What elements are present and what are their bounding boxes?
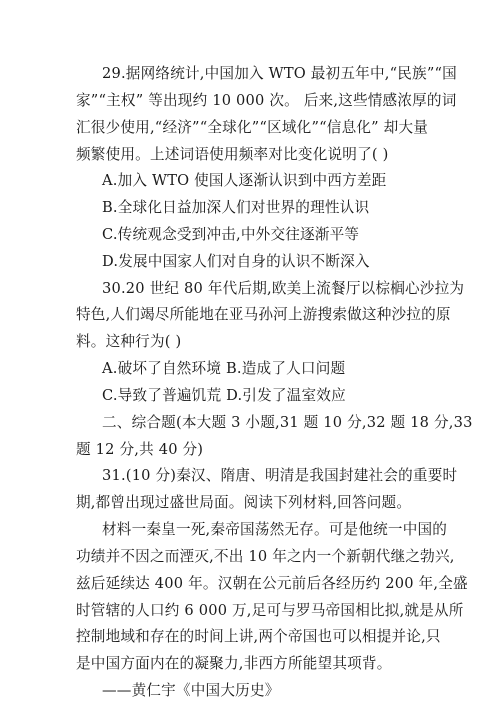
q30-line-1: 30.20 世纪 80 年代后期,欧美上流餐厅以棕榈心沙拉为 [102, 279, 465, 297]
section-heading-line-1: 二、综合题(本大题 3 小题,31 题 10 分,32 题 18 分,33 [102, 413, 473, 431]
q29-line-1: 29.据网络统计,中国加入 WTO 最初五年中,“民族”“国 [102, 65, 457, 82]
material-1-line-5: 控制地域和存在的时间上讲,两个帝国也可以相提并论,只 [76, 628, 441, 646]
q31-line-1: 31.(10 分)秦汉、隋唐、明清是我国封建社会的重要时 [102, 467, 458, 485]
q31-line-2: 期,都曾出现过盛世局面。阅读下列材料,回答问题。 [76, 494, 412, 512]
q30-options-ab: A.破坏了自然环境 B.造成了人口问题 [102, 360, 346, 378]
q29-option-a: A.加入 WTO 使国人逐渐认识到中西方差距 [102, 172, 387, 190]
q30-options-cd: C.导致了普遍饥荒 D.引发了温室效应 [102, 386, 346, 404]
q29-line-2: 家”“主权” 等出现约 10 000 次。 后来,这些情感浓厚的词 [76, 91, 457, 109]
material-1-line-1: 材料一秦皇一死,秦帝国荡然无存。可是他统一中国的 [102, 521, 448, 538]
q30-line-2: 特色,人们竭尽所能地在亚马孙河上游搜索做这种沙拉的原 [76, 306, 451, 324]
q29-line-4: 频繁使用。上述词语使用频率对比变化说明了( ) [76, 145, 389, 163]
material-1-line-6: 是中国方面内在的凝聚力,非西方所能望其项背。 [76, 655, 392, 673]
q29-option-d: D.发展中国家人们对自身的认识不断深入 [102, 252, 370, 270]
section-heading-line-2: 题 12 分,共 40 分) [76, 440, 204, 458]
q29-option-c: C.传统观念受到冲击,中外交往逐渐平等 [102, 226, 360, 243]
material-1-line-2: 功绩并不因之而湮灭,不出 10 年之内一个新朝代继之勃兴, [76, 547, 455, 565]
material-1-line-3: 兹后延续达 400 年。汉朝在公元前后各经历约 200 年,全盛 [76, 574, 468, 592]
q29-line-3: 汇很少使用,“经济”“全球化”“区域化”“信息化” 却大量 [76, 118, 429, 136]
material-1-line-4: 时管辖的人口约 6 000 万,足可与罗马帝国相比拟,就是从所 [76, 601, 464, 619]
q29-option-b: B.全球化日益加深人们对世界的理性认识 [102, 199, 370, 217]
material-1-source: ——黄仁宇《中国大历史》 [102, 682, 280, 699]
q30-line-3: 料。这种行为( ) [76, 333, 182, 351]
